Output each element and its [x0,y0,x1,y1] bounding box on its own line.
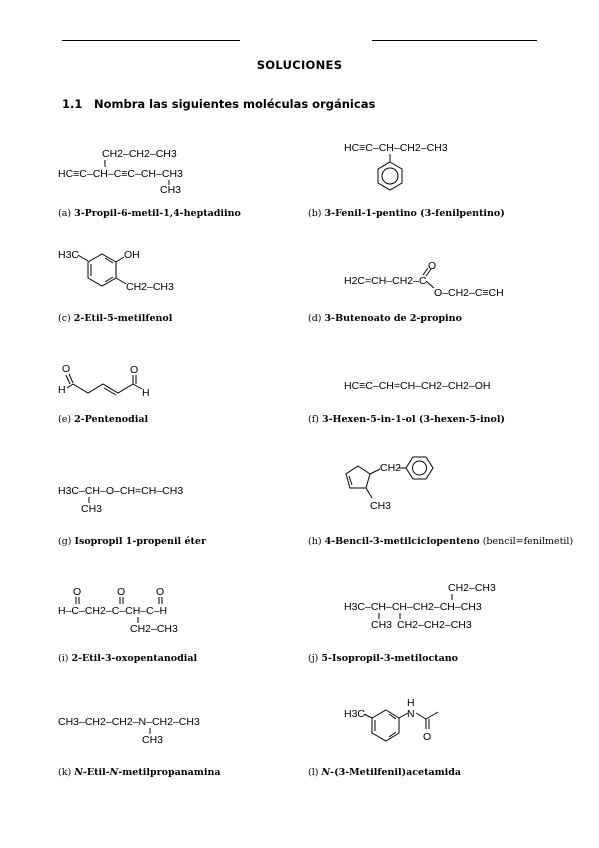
structure-d-right: O–CH2–C≡CH [434,287,504,299]
structure-a-propyl: CH2–CH2–CH3 [102,148,177,160]
structure-a-chain: HC≡C–CH–C≡C–CH–CH3 [58,168,183,180]
caption-l-name: N-(3-Metilfenil)acetamida [321,767,462,778]
structure-k-chain: CH3–CH2–CH2–N–CH2–CH3 [58,716,200,728]
section-heading [62,97,375,111]
structure-j [344,580,504,635]
structure-e-h1: H [58,384,66,396]
structure-g-methyl: CH3 [81,503,103,515]
caption-j: (j) 5-Isopropil-3-metiloctano [308,653,459,664]
caption-e: (e) 2-Pentenodial [58,414,149,425]
structure-l-acetyl-bond [426,712,438,719]
structure-l-o: O [423,731,432,743]
structure-i [58,584,198,639]
caption-d: (d) 3-Butenoato de 2-propino [308,313,462,324]
structure-h-phenyl [406,457,433,479]
caption-c: (c) 2-Etil-5-metilfenol [58,313,173,324]
structure-k-methyl: CH3 [142,734,164,746]
structure-d [344,258,514,303]
structure-c-ethyl: CH2–CH3 [126,281,174,293]
structure-e-double [104,388,116,395]
structure-h-me-bond [366,488,372,498]
structure-e [58,360,168,400]
structure-h-double [349,476,352,485]
structure-e-co1b [69,374,73,383]
structure-e-co1a [66,375,70,384]
page-title: SOLUCIONES [256,58,343,72]
structure-i-chain: H–C–CH2–C–CH–C–H [58,605,168,617]
structure-h-ch2-bond [370,469,380,474]
structure-i-o3: O [156,586,165,598]
structure-c-double-1 [105,258,113,263]
structure-l [344,698,464,753]
caption-k: (k) N-Etil-N-metilpropanamina [58,767,221,778]
structure-e-o1: O [62,363,71,375]
structure-h-aromatic [413,461,427,475]
structure-g-chain: H3C–CH–O–CH=CH–CH3 [58,485,184,497]
caption-f: (f) 3-Hexen-5-in-1-ol (3-hexen-5-inol) [308,414,505,425]
caption-l: (l) N-(3-Metilfenil)acetamida [308,767,462,778]
structure-i-o2: O [117,586,126,598]
caption-h: (h) 4-Bencil-3-metilciclopenteno (bencil=fenilmetil) [308,536,574,547]
structure-c [58,246,188,296]
structure-c-double-3 [105,277,113,282]
structure-b [344,138,474,198]
caption-a: (a) 3-Propil-6-metil-1,4-heptadiino [58,208,241,219]
structure-c-ring [88,254,116,286]
structure-a [58,145,198,195]
structure-k [58,712,218,752]
caption-b: (b) 3-Fenil-1-pentino (3-fenilpentino) [308,208,505,219]
structure-d-bond [426,281,434,288]
structure-j-ethyl: CH2–CH3 [448,582,496,594]
structure-f [344,376,514,396]
structure-c-bond-oh [116,257,124,262]
structure-l-n: N [407,708,415,720]
structure-h-methyl: CH3 [370,500,392,512]
structure-j-chain: H3C–CH–CH–CH2–CH–CH3 [344,601,482,613]
header-rule-left [62,40,240,41]
structure-j-methyl: CH3 [371,619,393,631]
structure-e-h2: H [142,387,150,399]
structure-l-ring [372,710,399,741]
header-rule-right [372,40,537,41]
structure-b-aromatic-circle [382,168,398,184]
structure-e-o2: O [130,364,139,376]
structure-e-h1-bond [67,384,73,388]
structure-e-chain [73,384,133,393]
structure-i-o1: O [73,586,82,598]
caption-k-name: N-Etil-N-metilpropanamina [74,767,221,778]
structure-g [58,481,198,521]
structure-i-ethyl: CH2–CH3 [130,623,178,635]
section-number: 1.1 [62,97,83,111]
structure-l-double-2 [389,714,396,719]
structure-f-chain: HC≡C–CH=CH–CH2–CH2–OH [344,380,491,392]
structure-c-bond-et [116,278,126,284]
structure-d-oxo: O [428,260,437,272]
section-text: Nombra las siguientes moléculas orgánicas [94,97,376,111]
structure-e-h2-bond [133,384,142,389]
structure-l-double-3 [389,732,396,737]
structure-c-oh: OH [124,249,140,261]
structure-c-methyl: H3C [58,249,80,261]
structure-h [340,454,450,524]
structure-a-methyl: CH3 [160,184,182,196]
structure-j-propyl: CH2–CH2–CH3 [397,619,472,631]
structure-b-chain: HC≡C–CH–CH2–CH3 [344,142,448,154]
structure-l-amide-bond [416,713,426,719]
structure-l-methyl: H3C [344,708,366,720]
structure-l-h: H [407,697,415,709]
structure-l-me-bond [364,714,372,718]
structure-h-ch2: CH2 [380,462,402,474]
structure-c-bond-me [78,255,88,261]
structure-d-left: H2C=CH–CH2–C [344,275,427,287]
caption-i: (i) 2-Etil-3-oxopentanodial [58,653,198,664]
caption-g: (g) Isopropil 1-propenil éter [58,536,206,547]
